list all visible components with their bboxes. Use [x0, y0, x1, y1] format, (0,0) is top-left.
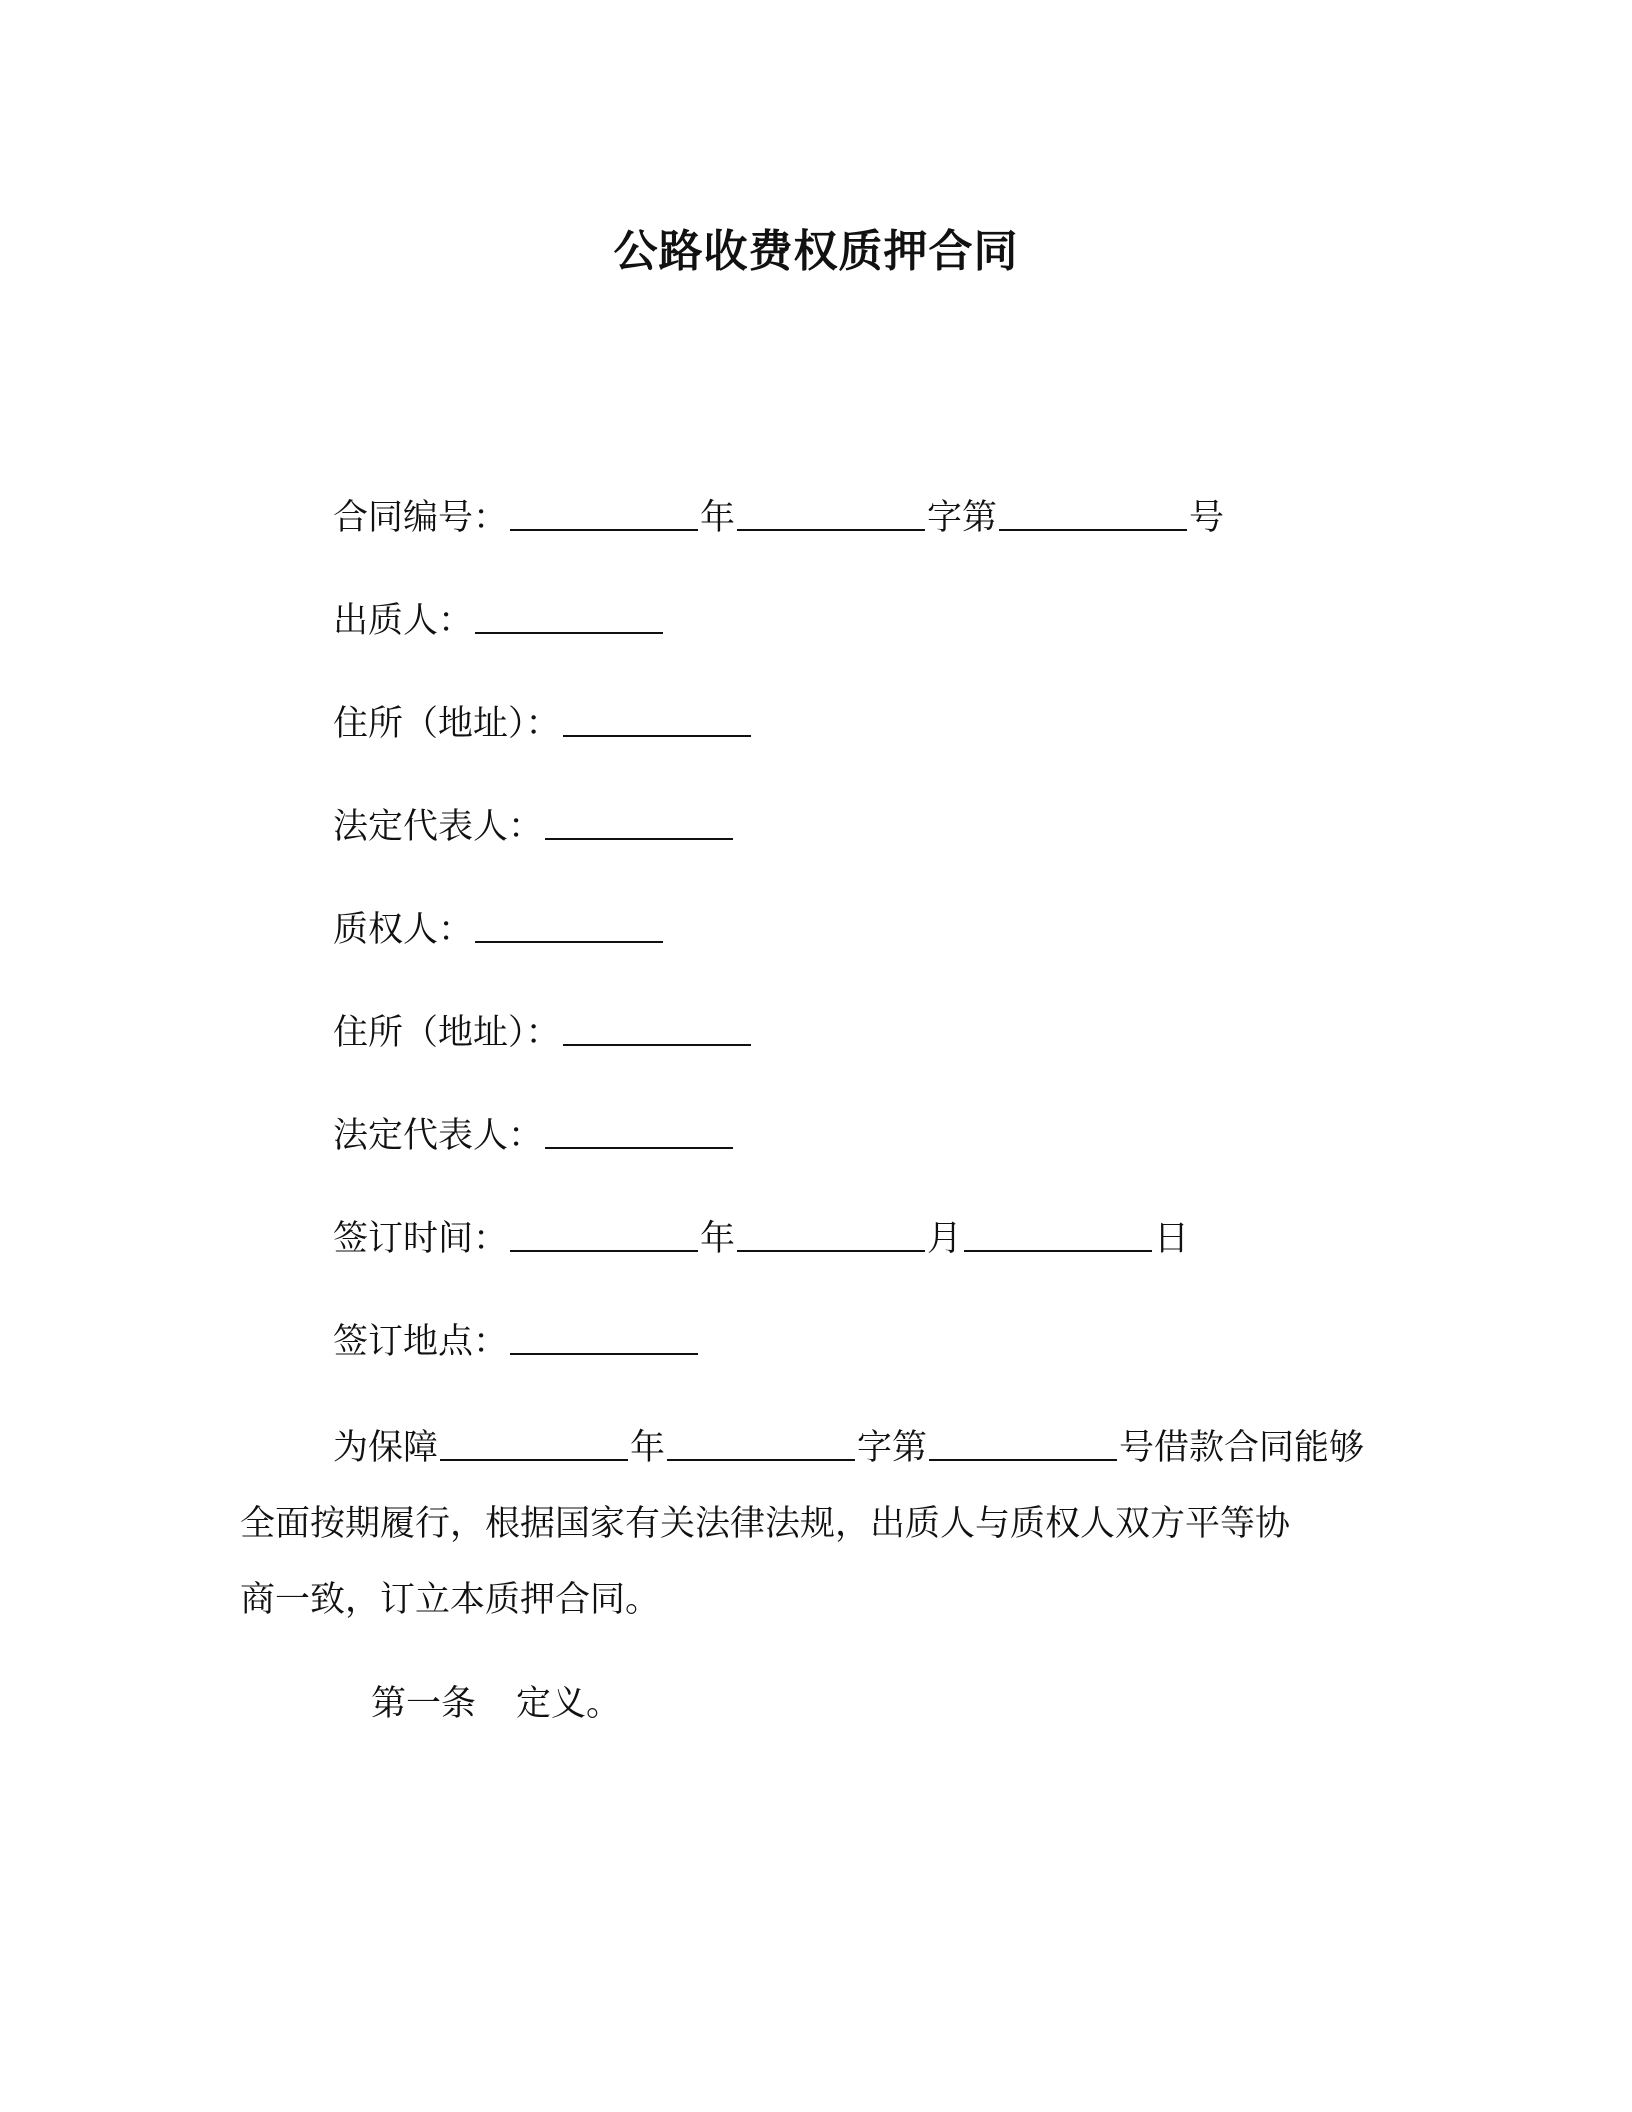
contract-number-line [333, 494, 1224, 542]
pledgor-label: 出质人： [333, 601, 474, 641]
pledgee-line [333, 906, 665, 954]
sign-place-blank[interactable] [510, 1349, 698, 1355]
document-title: 公路收费权质押合同 [613, 226, 1019, 277]
sign-month-blank[interactable] [737, 1246, 925, 1252]
pledgor-line [333, 597, 665, 645]
pledgee-rep-label: 法定代表人： [333, 1116, 544, 1156]
pledgee-blank[interactable] [475, 937, 663, 943]
preamble-no-blank[interactable] [929, 1455, 1117, 1461]
preamble-start: 为保障 [333, 1428, 439, 1468]
sign-place-line [333, 1318, 700, 1366]
pledgor-rep-blank[interactable] [545, 834, 733, 840]
pledgor-address-line [333, 700, 753, 748]
preamble-paragraph [240, 1410, 1390, 1638]
pledgor-blank[interactable] [475, 628, 663, 634]
pledgee-address-blank[interactable] [563, 1040, 751, 1046]
contract-char-label: 字第 [927, 498, 998, 538]
preamble-char: 字第 [857, 1428, 928, 1468]
article-1-title: 定义。 [516, 1684, 622, 1724]
preamble-year: 年 [630, 1428, 666, 1468]
pledgee-label: 质权人： [333, 910, 474, 950]
preamble-tail: 号借款合同能够 [1119, 1428, 1365, 1468]
preamble-line-3: 商一致，订立本质押合同。 [240, 1580, 661, 1620]
article-1-heading [371, 1680, 621, 1728]
pledgor-rep-label: 法定代表人： [333, 807, 544, 847]
sign-day-label: 日 [1154, 1219, 1190, 1259]
preamble-line-1 [240, 1410, 1390, 1486]
pledgee-address-label: 住所（地址）： [333, 1013, 561, 1053]
contract-year-label: 年 [700, 498, 736, 538]
pledgee-rep-line [333, 1112, 735, 1160]
contract-number-label: 合同编号： [333, 498, 509, 538]
preamble-year-blank[interactable] [440, 1455, 628, 1461]
sign-date-label: 签订时间： [333, 1219, 509, 1259]
sign-place-label: 签订地点： [333, 1322, 509, 1362]
article-1-number: 第一条 [371, 1684, 477, 1724]
pledgor-rep-line [333, 803, 735, 851]
preamble-line-2: 全面按期履行，根据国家有关法律法规，出质人与质权人双方平等协 [240, 1504, 1291, 1544]
sign-date-line [333, 1215, 1189, 1263]
pledgee-address-line [333, 1009, 753, 1057]
pledgor-address-label: 住所（地址）： [333, 704, 561, 744]
pledgor-address-blank[interactable] [563, 731, 751, 737]
contract-no-blank[interactable] [999, 525, 1187, 531]
sign-year-blank[interactable] [510, 1246, 698, 1252]
sign-day-blank[interactable] [964, 1246, 1152, 1252]
sign-year-label: 年 [700, 1219, 736, 1259]
preamble-char-blank[interactable] [667, 1455, 855, 1461]
contract-no-label: 号 [1189, 498, 1225, 538]
contract-char-blank[interactable] [737, 525, 925, 531]
sign-month-label: 月 [927, 1219, 963, 1259]
contract-year-blank[interactable] [510, 525, 698, 531]
pledgee-rep-blank[interactable] [545, 1143, 733, 1149]
